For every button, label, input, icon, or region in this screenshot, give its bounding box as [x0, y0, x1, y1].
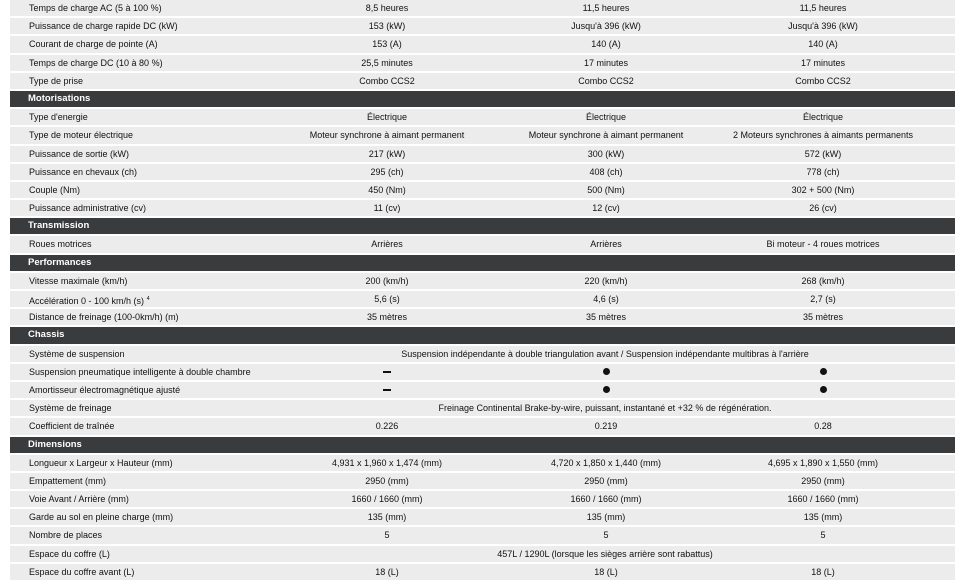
spec-row	[10, 236, 955, 252]
value-variant-1: 35 mètres	[366, 312, 408, 323]
value-variant-2: 12 (cv)	[592, 203, 620, 214]
value-variant-2: 2950 (mm)	[584, 475, 628, 486]
value-variant-3: 5	[820, 530, 826, 541]
value-variant-2: 0.219	[594, 421, 618, 432]
value-variant-1: 200 (km/h)	[365, 275, 409, 286]
value-variant-3: Jusqu'à 396 (kW)	[788, 21, 858, 32]
value-variant-3: Bi moteur - 4 roues motrices	[766, 239, 880, 250]
row-label: Amortisseur électromagnétique ajusté	[29, 384, 181, 395]
available-dot-icon	[820, 386, 827, 393]
row-label: Roues motrices	[29, 239, 92, 250]
value-variant-2: 35 mètres	[585, 312, 627, 323]
value-variant-3	[723, 364, 923, 380]
value-variant-1: 217 (kW)	[368, 148, 406, 159]
section-header-dimensions	[10, 437, 955, 453]
available-dot-icon	[603, 386, 610, 393]
value-variant-1: Combo CCS2	[359, 75, 415, 86]
spec-row	[10, 127, 955, 143]
row-label: Système de freinage	[29, 403, 112, 414]
row-label: Vitesse maximale (km/h)	[29, 275, 128, 286]
row-label: Type d'energie	[29, 112, 88, 123]
value-variant-1	[287, 382, 487, 398]
value-variant-1: 18 (L)	[375, 566, 399, 577]
spec-row	[10, 109, 955, 125]
value-variant-2: 135 (mm)	[586, 512, 626, 523]
value-variant-1: 25,5 minutes	[361, 57, 413, 68]
value-variant-1: 4,931 x 1,960 x 1,474 (mm)	[331, 457, 443, 468]
row-label: Suspension pneumatique intelligente à double chambre	[29, 366, 251, 377]
value-variant-2: Arrières	[590, 239, 622, 250]
spec-row	[10, 473, 955, 489]
value-variant-3: 778 (ch)	[806, 166, 840, 177]
value-variant-1: 5	[384, 530, 390, 541]
spec-row	[10, 455, 955, 471]
section-title: Motorisations	[28, 92, 91, 104]
spec-row	[10, 564, 955, 580]
section-title: Transmission	[28, 220, 90, 232]
value-variant-1: Arrières	[371, 239, 403, 250]
value-variant-3: 35 mètres	[802, 312, 844, 323]
value-variant-2: 4,6 (s)	[593, 294, 619, 304]
section-title: Chassis	[28, 329, 65, 341]
spec-row	[10, 164, 955, 180]
row-label: Système de suspension	[29, 348, 125, 359]
spec-row	[10, 36, 955, 52]
value-variant-3: Combo CCS2	[795, 75, 851, 86]
row-label: Coefficient de traînée	[29, 421, 115, 432]
value-variant-3: 572 (kW)	[804, 148, 842, 159]
value-variant-1: 5,6 (s)	[374, 294, 400, 304]
value-variant-2: Moteur synchrone à aimant permanent	[528, 130, 684, 141]
spec-row	[10, 146, 955, 162]
spec-row	[10, 509, 955, 525]
spec-row	[10, 364, 955, 380]
spec-row	[10, 382, 955, 398]
value-variant-2: 4,720 x 1,850 x 1,440 (mm)	[550, 457, 662, 468]
value-variant-1	[287, 364, 487, 380]
value-variant-1: 0.226	[375, 421, 399, 432]
value-variant-2: 11,5 heures	[582, 3, 630, 13]
footnote-marker: 4	[146, 296, 150, 302]
section-title: Performances	[28, 256, 92, 268]
available-dot-icon	[820, 368, 827, 375]
value-variant-1: 135 (mm)	[367, 512, 407, 523]
value-variant-2: 140 (A)	[591, 39, 621, 50]
value-variant-2: 220 (km/h)	[584, 275, 628, 286]
row-label: Nombre de places	[29, 530, 103, 541]
row-label: Puissance de sortie (kW)	[29, 148, 130, 159]
row-label: Garde au sol en pleine charge (mm)	[29, 512, 174, 523]
value-variant-2: 18 (L)	[594, 566, 618, 577]
section-header-chassis	[10, 327, 955, 343]
value-variant-1: Électrique	[366, 112, 408, 123]
value-variant-2: 1660 / 1660 (mm)	[570, 494, 642, 505]
value-variant-3: 268 (km/h)	[801, 275, 845, 286]
value-variant-3: 1660 / 1660 (mm)	[787, 494, 859, 505]
value-all-variants: 457L / 1290L (lorsque les sièges arrière sont rabattus)	[497, 548, 713, 559]
value-variant-2: Combo CCS2	[578, 75, 634, 86]
spec-row	[10, 73, 955, 89]
spec-row	[10, 527, 955, 543]
value-variant-3: Électrique	[802, 112, 844, 123]
value-variant-2: Électrique	[585, 112, 627, 123]
value-variant-1: 11 (cv)	[373, 203, 401, 214]
value-variant-3: 0.28	[814, 421, 832, 432]
row-label: Courant de charge de pointe (A)	[29, 39, 158, 50]
spec-row	[10, 0, 955, 16]
value-variant-3: 26 (cv)	[809, 203, 837, 214]
spec-row	[10, 418, 955, 434]
value-variant-3	[723, 382, 923, 398]
value-variant-3: 2 Moteurs synchrones à aimants permanents	[732, 130, 914, 141]
spec-row	[10, 55, 955, 71]
value-variant-3: 17 minutes	[800, 57, 846, 68]
value-variant-1: 153 (A)	[372, 39, 402, 50]
value-variant-3: 140 (A)	[808, 39, 838, 50]
row-label: Temps de charge AC (5 à 100 %)	[29, 3, 162, 13]
not-available-dash-icon	[383, 389, 391, 391]
spec-row	[10, 546, 955, 562]
value-variant-3: 18 (L)	[811, 566, 835, 577]
spec-row	[10, 18, 955, 34]
row-label: Espace du coffre (L)	[29, 548, 110, 559]
spec-row	[10, 200, 955, 216]
section-title: Dimensions	[28, 438, 82, 450]
value-variant-1: 450 (Nm)	[368, 184, 406, 195]
row-label: Temps de charge DC (10 à 80 %)	[29, 57, 163, 68]
value-variant-1: 8,5 heures	[365, 3, 409, 13]
spec-row	[10, 346, 955, 362]
section-header-motorisations	[10, 91, 955, 107]
spec-row	[10, 309, 955, 325]
not-available-dash-icon	[383, 371, 391, 373]
spec-table	[10, 0, 955, 582]
value-variant-1: Moteur synchrone à aimant permanent	[309, 130, 465, 141]
value-variant-2: 300 (kW)	[587, 148, 625, 159]
value-variant-1: 295 (ch)	[370, 166, 404, 177]
value-variant-3: 135 (mm)	[803, 512, 843, 523]
spec-row	[10, 491, 955, 507]
value-variant-2: 500 (Nm)	[587, 184, 625, 195]
row-label: Puissance de charge rapide DC (kW)	[29, 21, 178, 32]
row-label: Distance de freinage (100-0km/h) (m)	[29, 312, 179, 323]
value-variant-1: 153 (kW)	[368, 21, 406, 32]
row-label: Type de moteur électrique	[29, 130, 134, 141]
value-variant-3: 2950 (mm)	[801, 475, 845, 486]
available-dot-icon	[603, 368, 610, 375]
value-all-variants: Suspension indépendante à double triangulation avant / Suspension indépendante multibras à l'arrière	[401, 348, 809, 359]
spec-row	[10, 291, 955, 307]
value-variant-3: 4,695 x 1,890 x 1,550 (mm)	[767, 457, 879, 468]
row-label-text: Accélération 0 - 100 km/h (s)	[29, 296, 145, 306]
value-variant-2	[506, 382, 706, 398]
value-variant-3: 11,5 heures	[799, 3, 847, 13]
value-variant-1: 2950 (mm)	[365, 475, 409, 486]
section-header-transmission	[10, 218, 955, 234]
value-variant-2	[506, 364, 706, 380]
row-label: Empattement (mm)	[29, 475, 107, 486]
value-variant-2: 17 minutes	[583, 57, 629, 68]
row-label: Type de prise	[29, 75, 84, 86]
value-variant-3: 302 + 500 (Nm)	[791, 184, 855, 195]
value-variant-2: Jusqu'à 396 (kW)	[571, 21, 641, 32]
section-header-performances	[10, 255, 955, 271]
row-label	[29, 291, 150, 309]
row-label: Voie Avant / Arrière (mm)	[29, 494, 129, 505]
value-all-variants: Freinage Continental Brake-by-wire, puissant, instantané et +32 % de régénération.	[438, 403, 772, 414]
spec-row	[10, 182, 955, 198]
value-variant-2: 5	[603, 530, 609, 541]
row-label: Puissance administrative (cv)	[29, 203, 147, 214]
value-variant-3: 2,7 (s)	[810, 294, 836, 304]
row-label: Couple (Nm)	[29, 184, 81, 195]
row-label: Espace du coffre avant (L)	[29, 566, 135, 577]
row-label: Puissance en chevaux (ch)	[29, 166, 138, 177]
row-label: Longueur x Largeur x Hauteur (mm)	[29, 457, 173, 468]
value-variant-2: 408 (ch)	[589, 166, 623, 177]
value-variant-1: 1660 / 1660 (mm)	[351, 494, 423, 505]
spec-row	[10, 273, 955, 289]
spec-row	[10, 400, 955, 416]
